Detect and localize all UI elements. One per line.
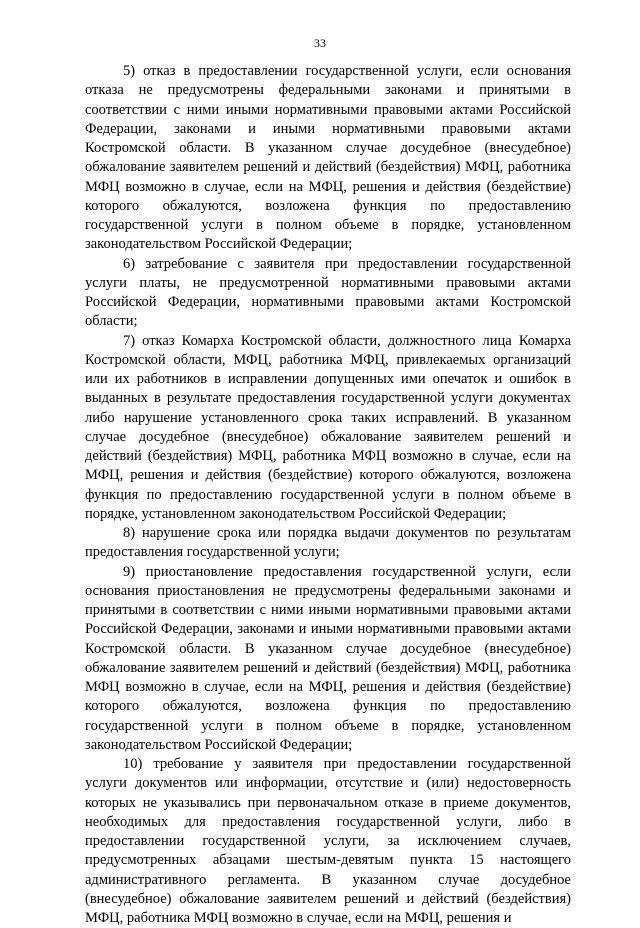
paragraph-item-7: 7) отказ Комарха Костромской области, должностного лица Комарха Костромской области, МФЦ, работника МФЦ, привлекаемых организаций или их работников в исправлении допущенных ими опечаток и ошибок в выданных в результате предоставления государственной услуги документах либо нарушение установленного срока таких исправлений. В указанном случае досудебное (внесудебное) обжалование заявителем решений и действий (бездействия) МФЦ, работника МФЦ возможно в случае, если на МФЦ, решения и действия (бездействие) которого обжалуются, возложена функция по предоставлению государственной услуги в полном объеме в порядке, установленном законодательством Российской Федерации; [85,332,571,522]
page-number: 33 [314,36,326,50]
paragraph-item-10: 10) требование у заявителя при предоставлении государственной услуги документов или информации, отсутствие и (или) недостоверность которых не указывались при первоначальном отказе в приеме документов, необходимых для предоставления государственной услуги, либо в предоставлении государственной услуги, за исключением случаев, предусмотренных абзацами шестым-девятым пункта 15 настоящего административного регламента. В указанном случае досудебное (внесудебное) обжалование заявителем решений и действий (бездействия) МФЦ, работника МФЦ возможно в случае, если на МФЦ, решения и [85,756,571,926]
document-body [85,62,571,928]
paragraph-item-5: 5) отказ в предоставлении государственной услуги, если основания отказа не предусмотрены федеральными законами и принятыми в соответствии с ними иными нормативными правовыми актами Российской Федерации, законами и иными нормативными правовыми актами Костромской области. В указанном случае досудебное (внесудебное) обжалование заявителем решений и действий (бездействия) МФЦ, работника МФЦ возможно в случае, если на МФЦ, решения и действия (бездействие) которого обжалуются, возложена функция по предоставлению государственной услуги в полном объеме в порядке, установленном законодательством Российской Федерации; [85,63,571,253]
paragraph-item-6: 6) затребование с заявителя при предоставлении государственной услуги платы, не предусмотренной нормативными правовыми актами Российской Федерации, нормативными правовыми актами Костромской области; [85,255,571,330]
paragraph-item-9: 9) приостановление предоставления государственной услуги, если основания приостановления не предусмотрены федеральными законами и принятыми в соответствии с ними иными нормативными правовыми актами Российской Федерации, законами и иными нормативными правовыми актами Костромской области. В указанном случае досудебное (внесудебное) обжалование заявителем решений и действий (бездействия) МФЦ, работника МФЦ возможно в случае, если на МФЦ, решения и действия (бездействие) которого обжалуются, возложена функция по предоставлению государственной услуги в полном объеме в порядке, установленном законодательством Российской Федерации; [85,563,571,753]
paragraph-item-8: 8) нарушение срока или порядка выдачи документов по результатам предоставления государственной услуги; [85,525,571,561]
